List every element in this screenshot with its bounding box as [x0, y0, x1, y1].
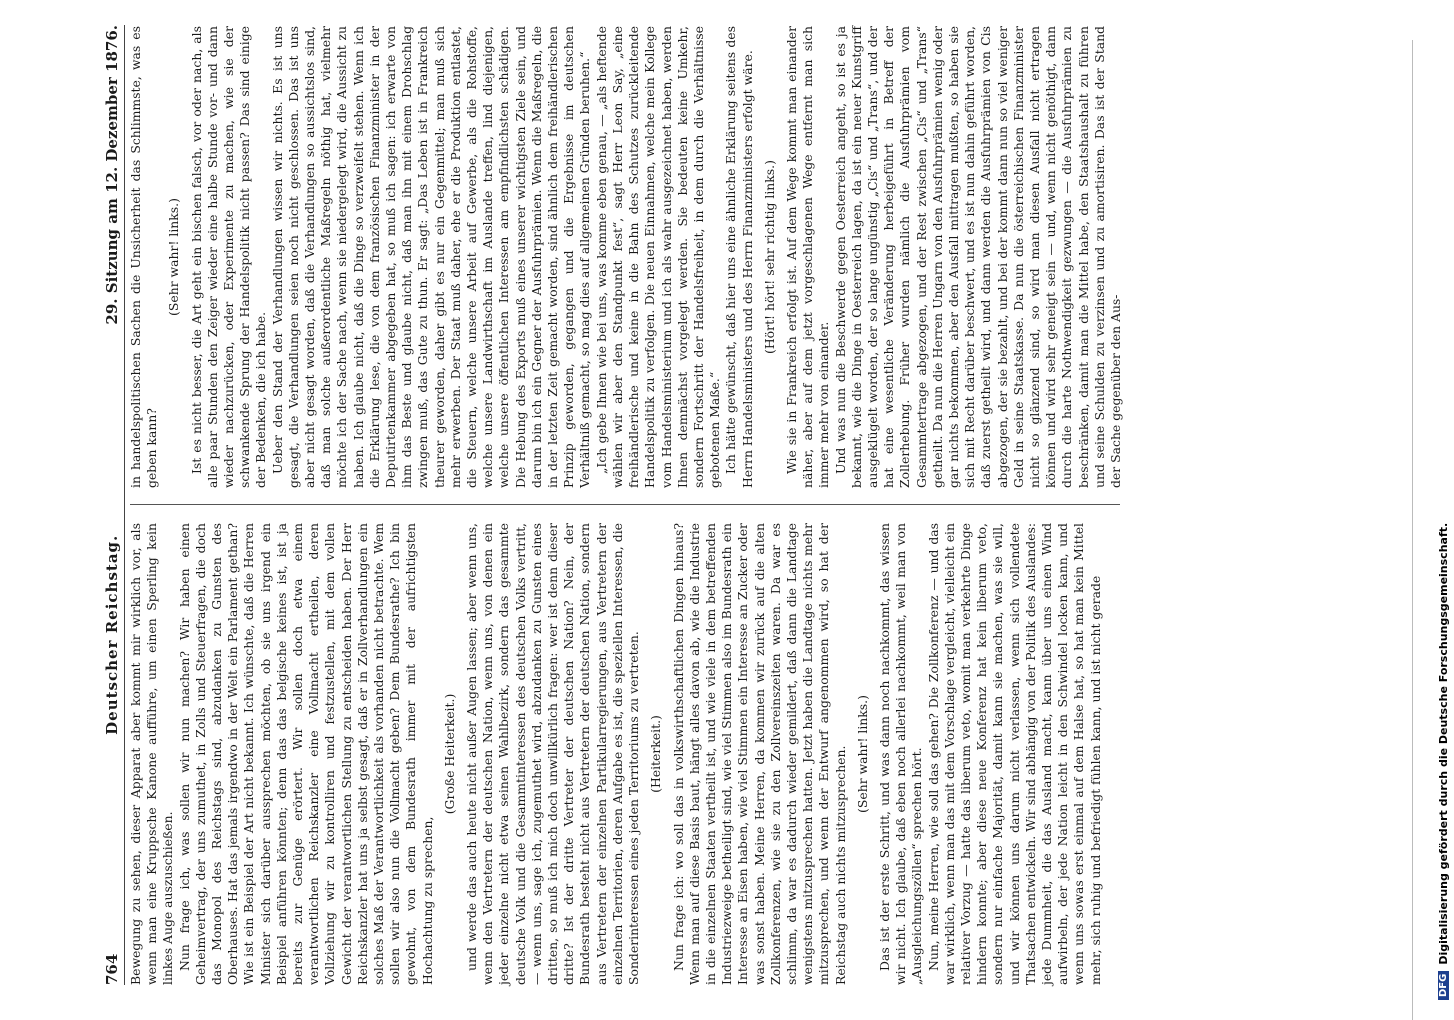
stage-direction: (Große Heiterkeit.) — [441, 693, 457, 815]
session-date: 29. Sitzung am 12. Dezember 1876. — [103, 25, 121, 325]
page-number: 764 — [103, 953, 121, 985]
paragraph: Wie sie in Frankreich erfolgt ist. Auf dem Wege kommt man einander näher, aber auf dem jetzt vorgeschlagenen Wege entfernt man sich immer mehr von einander. — [783, 26, 832, 488]
stage-direction: (Sehr wahr! links.) — [854, 695, 870, 813]
stage-direction: (Heiterkeit.) — [648, 715, 664, 793]
paragraph: und werde das auch heute nicht außer Augen lassen; aber wenn uns, wenn den Vertretern der deutschen Nation, wenn uns, von denen ein jeder einzelne nicht etwa seinen Wahlbezirk, sondern das gesammte deutsche Volk und die Gesammtinteressen des deutschen Volks vertritt, — wenn uns, sage ich, zugemuthet wird, abzudanken zu Gunsten eines dritten, so muß ich mich doch unwillkürlich fragen: wer ist denn dieser dritte? Ist der dritte Vertreter der deutschen Nation? Nein, der Bundesrath besteht nicht aus Vertretern der deutschen Nation, sondern aus Vertretern der einzelnen Partikularregierungen, aus Vertretern der einzelnen Territorien, deren Aufgabe es ist, die speziellen Interessen, die Sonderinteressen eines jeden Territoriums zu vertreten. — [464, 523, 642, 985]
stage-direction: (Hört! hört! sehr richtig links.) — [761, 160, 777, 354]
left-text-column — [128, 523, 1128, 985]
paragraph: Ich hätte gewünscht, daß hier uns eine ähnliche Erklärung seitens des Herrn Handelsministers und des Herrn Finanzministers erfolgt wäre. — [723, 26, 755, 488]
rotated-page-content — [100, 10, 1130, 1000]
paragraph: Ueber den Stand der Verhandlungen wissen wir nichts. Es ist uns gesagt, die Verhandlungen seien noch nicht geschlossen. Das ist uns aber nicht gesagt worden, daß die Verhandlungen so aussichtslos sind, daß man solche außerordentliche Maßregeln nöthig hat, vielmehr möchte ich der Sache nach, wenn sie niedergelegt wird, die Aussicht zu haben. Ich glaube nicht, daß die Dinge so verzweifelt stehen. Wenn ich die Erklärung lese, die von dem französischen Finanzminister in der Deputirtenkammer abgegeben hat, so muß ich sagen: ich erwarte von ihm das Beste und glaube nicht, daß man ihn mit einem Drohschlag zwingen muß, das Gute zu thun. Er sagt: „Das Leben ist in Frankreich theurer geworden, daher gibt es nur ein Gegenmittel; man muß sich mehr erwerben. Der Staat muß daher, ehe er die Produktion entlastet, die Steuern, welche unsere Arbeit auf Gewerbe, als die Rohstoffe, welche unsere Landwirthschaft im Auslande treffen, lind diejenigen, welche unsere öffentlichen Interessen am empfindlichsten schädigen. Die Hebung des Exports muß eines unserer wichtigsten Ziele sein, und darum bin ich ein Gegner der Ausfuhrprämien. Wenn die Maßregeln, die in der letzten Zeit gemacht worden, sind ähnlich dem freihändlerischen Prinzip geworden, gegangen und die Ergebnisse im deutschen Verhältniß gemacht, so mag dies auf allgemeinen Gründen beruhen.“ — [269, 26, 593, 488]
column-divider — [130, 504, 1120, 505]
digitization-credit: Digitalisierung gefördert durch die Deutsche Forschungsgemeinschaft. — [1436, 522, 1450, 965]
digitization-footer — [1410, 0, 1450, 1000]
right-text-column — [128, 26, 1128, 488]
header-rule — [124, 25, 125, 985]
paragraph: Nun, meine Herren, wie soll das gehen? Die Zollkonferenz — und das war wirklich, wenn man das mit dem Vorschlage vergleicht, vielleicht ein relativer Vorzug — hatte das liberum veto, womit man verkehrte Dinge hindern konnte; aber diese neue Konferenz hat kein liberum veto, sondern nur einfache Majorität, damit kann sie machen, was sie will, und wir können uns darum nicht verlassen, wenn sich vollendete Thatsachen entwickeln. Wir sind abhängig von der Politik des Auslandes: jede Dummheit, die das Ausland macht, kann über uns einen Wind aufwirbeln, der jede Nation leicht in den Schwindel locken kann, und wenn uns sowas erst einmal auf dem Halse hat, so hat man kein Mittel mehr, sich ruhig und befriedigt fühlen kann, und ist nicht gerade — [925, 523, 1103, 985]
dfg-logo-icon: DFG — [1438, 971, 1449, 1000]
paragraph: Ist es nicht besser, die Art geht ein bischen falsch, vor oder nach, als alle paar Stunden den Zeiger wieder eine halbe Stunde vor- und dann wieder nachzurücken, oder Experimente zu machen, wie sie der schwankende Sprung der Handelspolitik nicht passen? Das sind einige der Bedenken, die ich habe. — [188, 26, 269, 488]
paragraph: Das ist der erste Schritt, und was dann noch nachkommt, das wissen wir nicht. Ich glaube, daß eben noch allerlei nachkommt, weil man von „Ausgleichungszöllen“ sprechen hört. — [876, 523, 925, 985]
publication-title: Deutscher Reichstag. — [103, 534, 121, 735]
page-header — [100, 25, 124, 985]
paragraph: in handelspolitischen Sachen die Unsicherheit das Schlimmste, was es geben kann? — [128, 26, 160, 488]
paragraph: „Ich gebe Ihnen wie bei uns, was komme eben genau, — „als heftende wählen wir aber den Standpunkt fest“, sagt Herr Leon Say, „eine freihändlerische und keine in die Bahn des Schutzes zurückleitende Handelspolitik zu verfolgen. Die neuen Einnahmen, welche mein Kollege vom Handelsministerium und ich als wahr ausgezeichnet haben, werden Ihnen demnächst vorgelegt werden. Sie bedeuten keine Umkehr, sondern Fortschritt der Handelsfreiheit, in dem durch die Verhältnisse gebotenen Maße.“ — [593, 26, 723, 488]
stage-direction: (Sehr wahr! links.) — [166, 198, 182, 316]
paragraph: Nun frage ich: wo soll das in volkswirthschaftlichen Dingen hinaus? Wenn man auf diese Basis baut, hängt alles davon ab, wie die Industrie in die einzelnen Staaten vertheilt ist, und wie viele in dem betreffenden Industriezweige betheiligt sind, wie viel Stimmen also im Bundesrath ein Interesse an Eisen haben, wie viel Stimmen ein Interesse an Zucker oder was sonst haben. Meine Herren, da kommen wir zurück auf die alten Zollkonferenzen, wie sie zu den Zollvereinszeiten waren. Da war es schlimm, da war es dadurch wieder gemildert, daß dann die Landtage wenigstens mitzusprechen hatten. Jetzt haben die Landtage nichts mehr mitzusprechen, und wenn der Entwurf angenommen wird, so hat der Reichstag auch nichts mitzusprechen. — [670, 523, 848, 985]
paragraph: Nun frage ich, was sollen wir nun machen? Wir haben einen Geheimvertrag, der uns zumuthet, in Zolls und Steuerfragen, die doch das Monopol des Reichstags sind, abzudanken zu Gunsten des Oberhauses. Hat das jemals irgendwo in der Welt ein Parlament gethan? Wie ist ein Beispiel der Art nicht bekannt. Ich wünschte, daß die Herren Minister sich darüber aussprechen möchten, ob sie uns irgend ein Beispiel anführen könnten; denn das das belgische keines ist, ist ja bereits zur Genüge erörtert. Wir sollen doch etwa einem verantwortlichen Reichskanzler eine Vollmacht ertheilen, deren Vollziehung wir zu kontrolliren und festzustellen, mit dem vollen Gewicht der verantwortlichen Stellung zu entscheiden haben. Der Herr Reichskanzler hat uns ja selbst gesagt, daß er in Zollverhandlungen ein solches Maß der Verantwortlichkeit als vorhanden nicht betrachte. Wem sollen wir also nun die Vollmacht geben? Dem Bundesrathe? Ich bin gewohnt, von dem Bundesrath immer mit der aufrichtigsten Hochachtung zu sprechen, — [176, 523, 435, 985]
paragraph: Bewegung zu sehen, dieser Apparat aber kommt mir wirklich vor, als wenn man eine Kruppsche Kanone aufführe, um einen Sperling kein linkes Auge auszuschießen. — [128, 523, 176, 985]
paragraph: Und was nun die Beschwerde gegen Oesterreich angeht, so ist es ja bekannt, wie die Dinge in Oesterreich lagen, da ist ein neuer Kunstgriff ausgeklügelt worden, der so lange ungünstig „Cis“ und „Trans“, und der hat eine wesentliche Veränderung herbeigeführt in Betreff der Zollerhebung. Früher wurden nämlich die Ausfuhrprämien vom Gesammtertrage abgezogen, und der Rest zwischen „Cis“ und „Trans“ getheilt. Da nun die Herren Ungarn von den Ausfuhrprämien wenig oder gar nichts bekommen, aber den Ausfall mittragen mußten, so haben sie sich mit Recht darüber beschwert, und es ist nun dahin geführt worden, daß zuerst getheilt wird, und dann werden die Ausfuhrprämien von Cis abgezogen, der sie bezahlt, und bei der kommt dann nun so viel weniger Geld in seine Staatskasse. Da nun die österreichischen Finanzminister nicht so glänzend sind, so wird man diesen Ausfall nicht ertragen können und wird sehr geneigt sein — und, wenn nicht genöthigt, dann durch die harte Nothwendigkeit gezwungen — die Ausfuhrprämien zu beschränken, damit man die Mittel habe, den Staatshaushalt zu führen und seine Schulden zu verzinsen und zu amortisiren. Das ist der Stand der Sache gegenüber den Aus- — [832, 26, 1123, 488]
